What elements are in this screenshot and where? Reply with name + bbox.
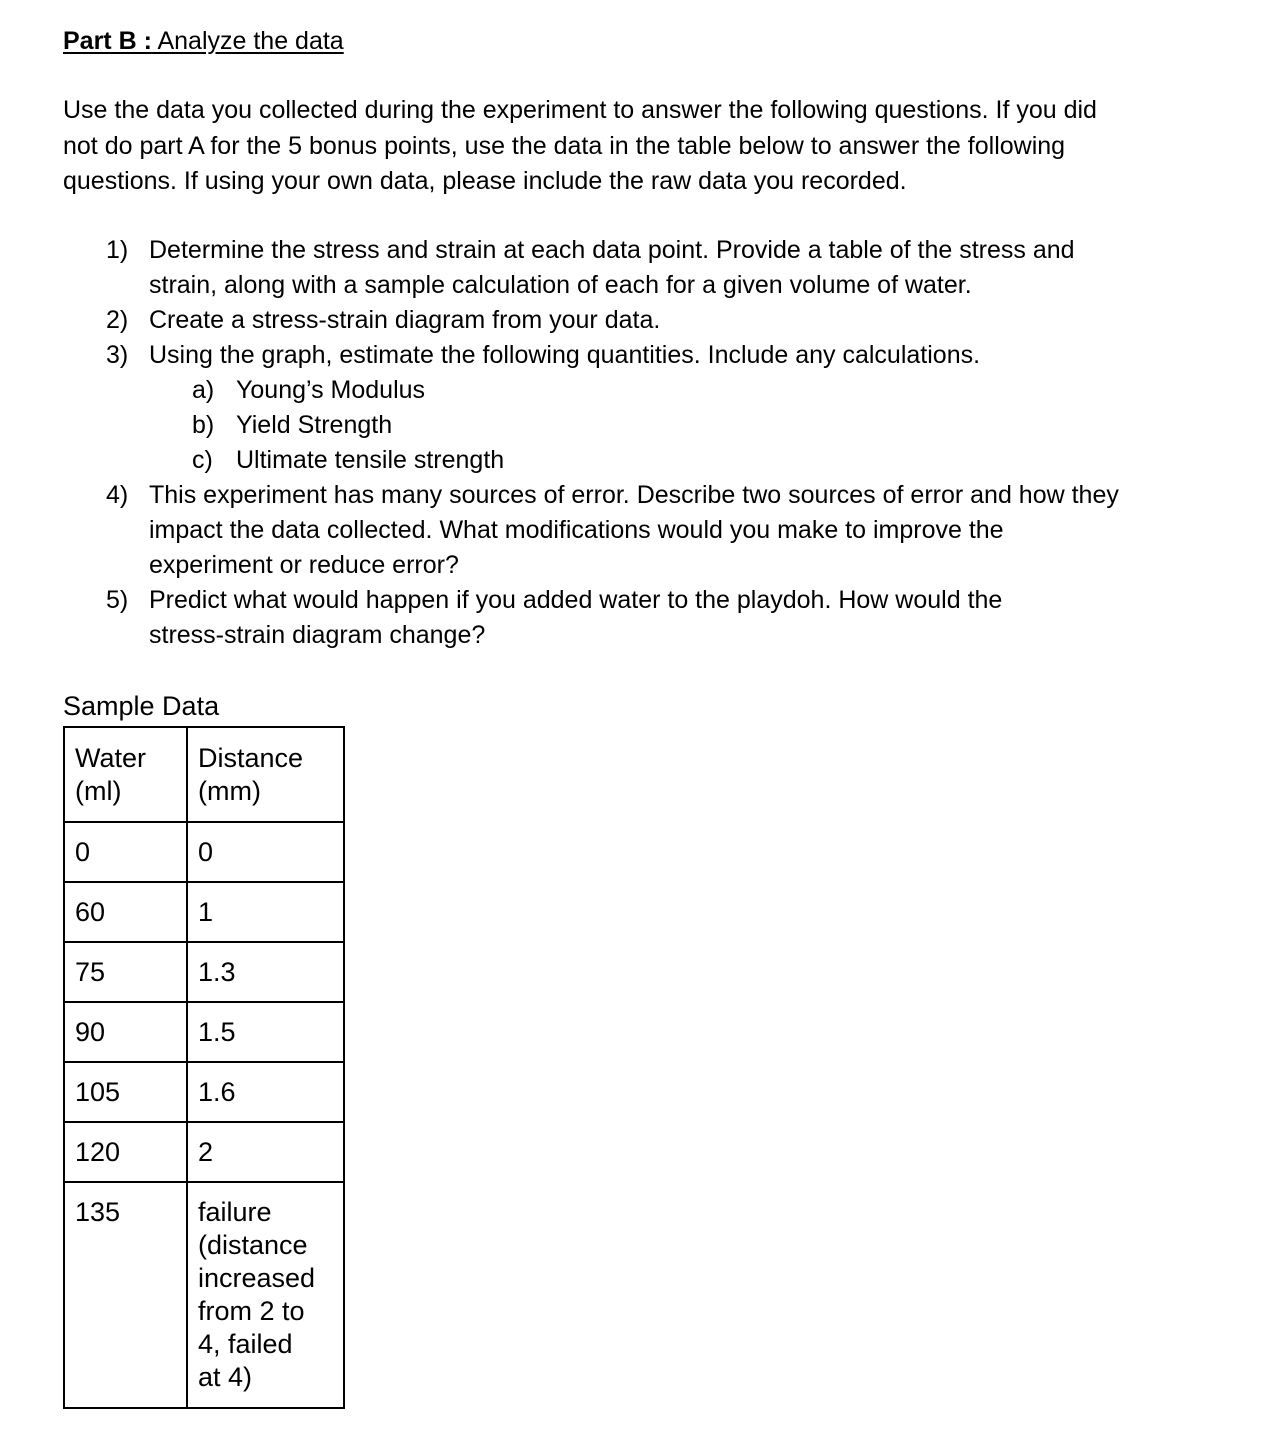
sub-question-letter: b) xyxy=(192,411,215,439)
sub-question-text: Ultimate tensile strength xyxy=(236,446,505,474)
distance-cell: 1.5 xyxy=(187,1002,344,1062)
distance-cell: 1.3 xyxy=(187,942,344,1002)
failure-note-line: failure xyxy=(198,1197,272,1227)
sub-question-letter: c) xyxy=(192,446,213,474)
distance-cell: 0 xyxy=(187,822,344,882)
failure-note-line: (distance xyxy=(198,1230,308,1260)
header-line: (ml) xyxy=(75,776,122,806)
water-cell: 60 xyxy=(64,882,187,942)
question-number: 2) xyxy=(106,306,129,334)
table-row xyxy=(64,1002,344,1062)
intro-paragraph xyxy=(63,93,1203,200)
question-list xyxy=(0,233,1270,653)
table-header-row xyxy=(64,727,344,822)
water-cell: 90 xyxy=(64,1002,187,1062)
table-row xyxy=(64,822,344,882)
intro-line: not do part A for the 5 bonus points, use the data in the table below to answer the following xyxy=(63,131,1066,160)
question-line: Using the graph, estimate the following quantities. Include any calculations. xyxy=(149,341,981,369)
failure-note-line: increased xyxy=(198,1263,316,1293)
sub-question-text: Yield Strength xyxy=(236,411,393,439)
water-cell: 135 xyxy=(64,1182,187,1408)
sample-data-title: Sample Data xyxy=(63,691,220,721)
failure-note-line: at 4) xyxy=(198,1362,253,1392)
section-heading xyxy=(63,26,344,56)
sub-question-c xyxy=(0,443,1270,478)
sub-question-a xyxy=(0,373,1270,408)
sub-question-letter: a) xyxy=(192,376,215,404)
question-number: 5) xyxy=(106,586,129,614)
question-1 xyxy=(0,233,1270,303)
intro-line: questions. If using your own data, please include the raw data you recorded. xyxy=(63,167,907,195)
question-line: impact the data collected. What modifications would you make to improve the xyxy=(149,516,1004,544)
water-cell: 120 xyxy=(64,1122,187,1182)
header-line: (mm) xyxy=(198,776,261,806)
distance-cell: 1 xyxy=(187,882,344,942)
header-line: Distance xyxy=(198,743,304,773)
table-row-failure xyxy=(64,1182,344,1408)
question-number: 1) xyxy=(106,236,129,264)
water-cell: 0 xyxy=(64,822,187,882)
sub-question-b xyxy=(0,408,1270,443)
table-row xyxy=(64,1062,344,1122)
question-line: Predict what would happen if you added water to the playdoh. How would the xyxy=(149,586,1003,614)
failure-note-line: 4, failed xyxy=(198,1329,293,1359)
question-3 xyxy=(0,338,1270,373)
sample-data-table xyxy=(63,726,345,1409)
table-row xyxy=(64,1122,344,1182)
question-4 xyxy=(0,478,1270,583)
failure-note-cell xyxy=(187,1182,344,1408)
sub-question-text: Young’s Modulus xyxy=(236,376,426,404)
intro-line: Use the data you collected during the experiment to answer the following questions. If you did xyxy=(63,96,1097,124)
heading-part-label: Part B : xyxy=(63,27,152,55)
question-line: stress-strain diagram change? xyxy=(149,621,486,649)
water-cell: 75 xyxy=(64,942,187,1002)
question-number: 3) xyxy=(106,341,129,369)
header-line: Water xyxy=(75,743,147,773)
column-header-water xyxy=(64,727,187,822)
question-2 xyxy=(0,303,1270,338)
table-row xyxy=(64,942,344,1002)
question-line: strain, along with a sample calculation of each for a given volume of water. xyxy=(149,271,972,299)
distance-cell: 2 xyxy=(187,1122,344,1182)
question-line: Create a stress-strain diagram from your data. xyxy=(149,306,661,334)
column-header-distance xyxy=(187,727,344,822)
question-line: Determine the stress and strain at each data point. Provide a table of the stress and xyxy=(149,236,1075,264)
question-line: This experiment has many sources of error. Describe two sources of error and how they xyxy=(149,481,1119,509)
table-row xyxy=(64,882,344,942)
distance-cell: 1.6 xyxy=(187,1062,344,1122)
water-cell: 105 xyxy=(64,1062,187,1122)
question-5 xyxy=(0,583,1270,653)
heading-title: Analyze the data xyxy=(151,27,344,55)
failure-note-line: from 2 to xyxy=(198,1296,305,1326)
question-line: experiment or reduce error? xyxy=(149,551,459,579)
question-number: 4) xyxy=(106,481,129,509)
